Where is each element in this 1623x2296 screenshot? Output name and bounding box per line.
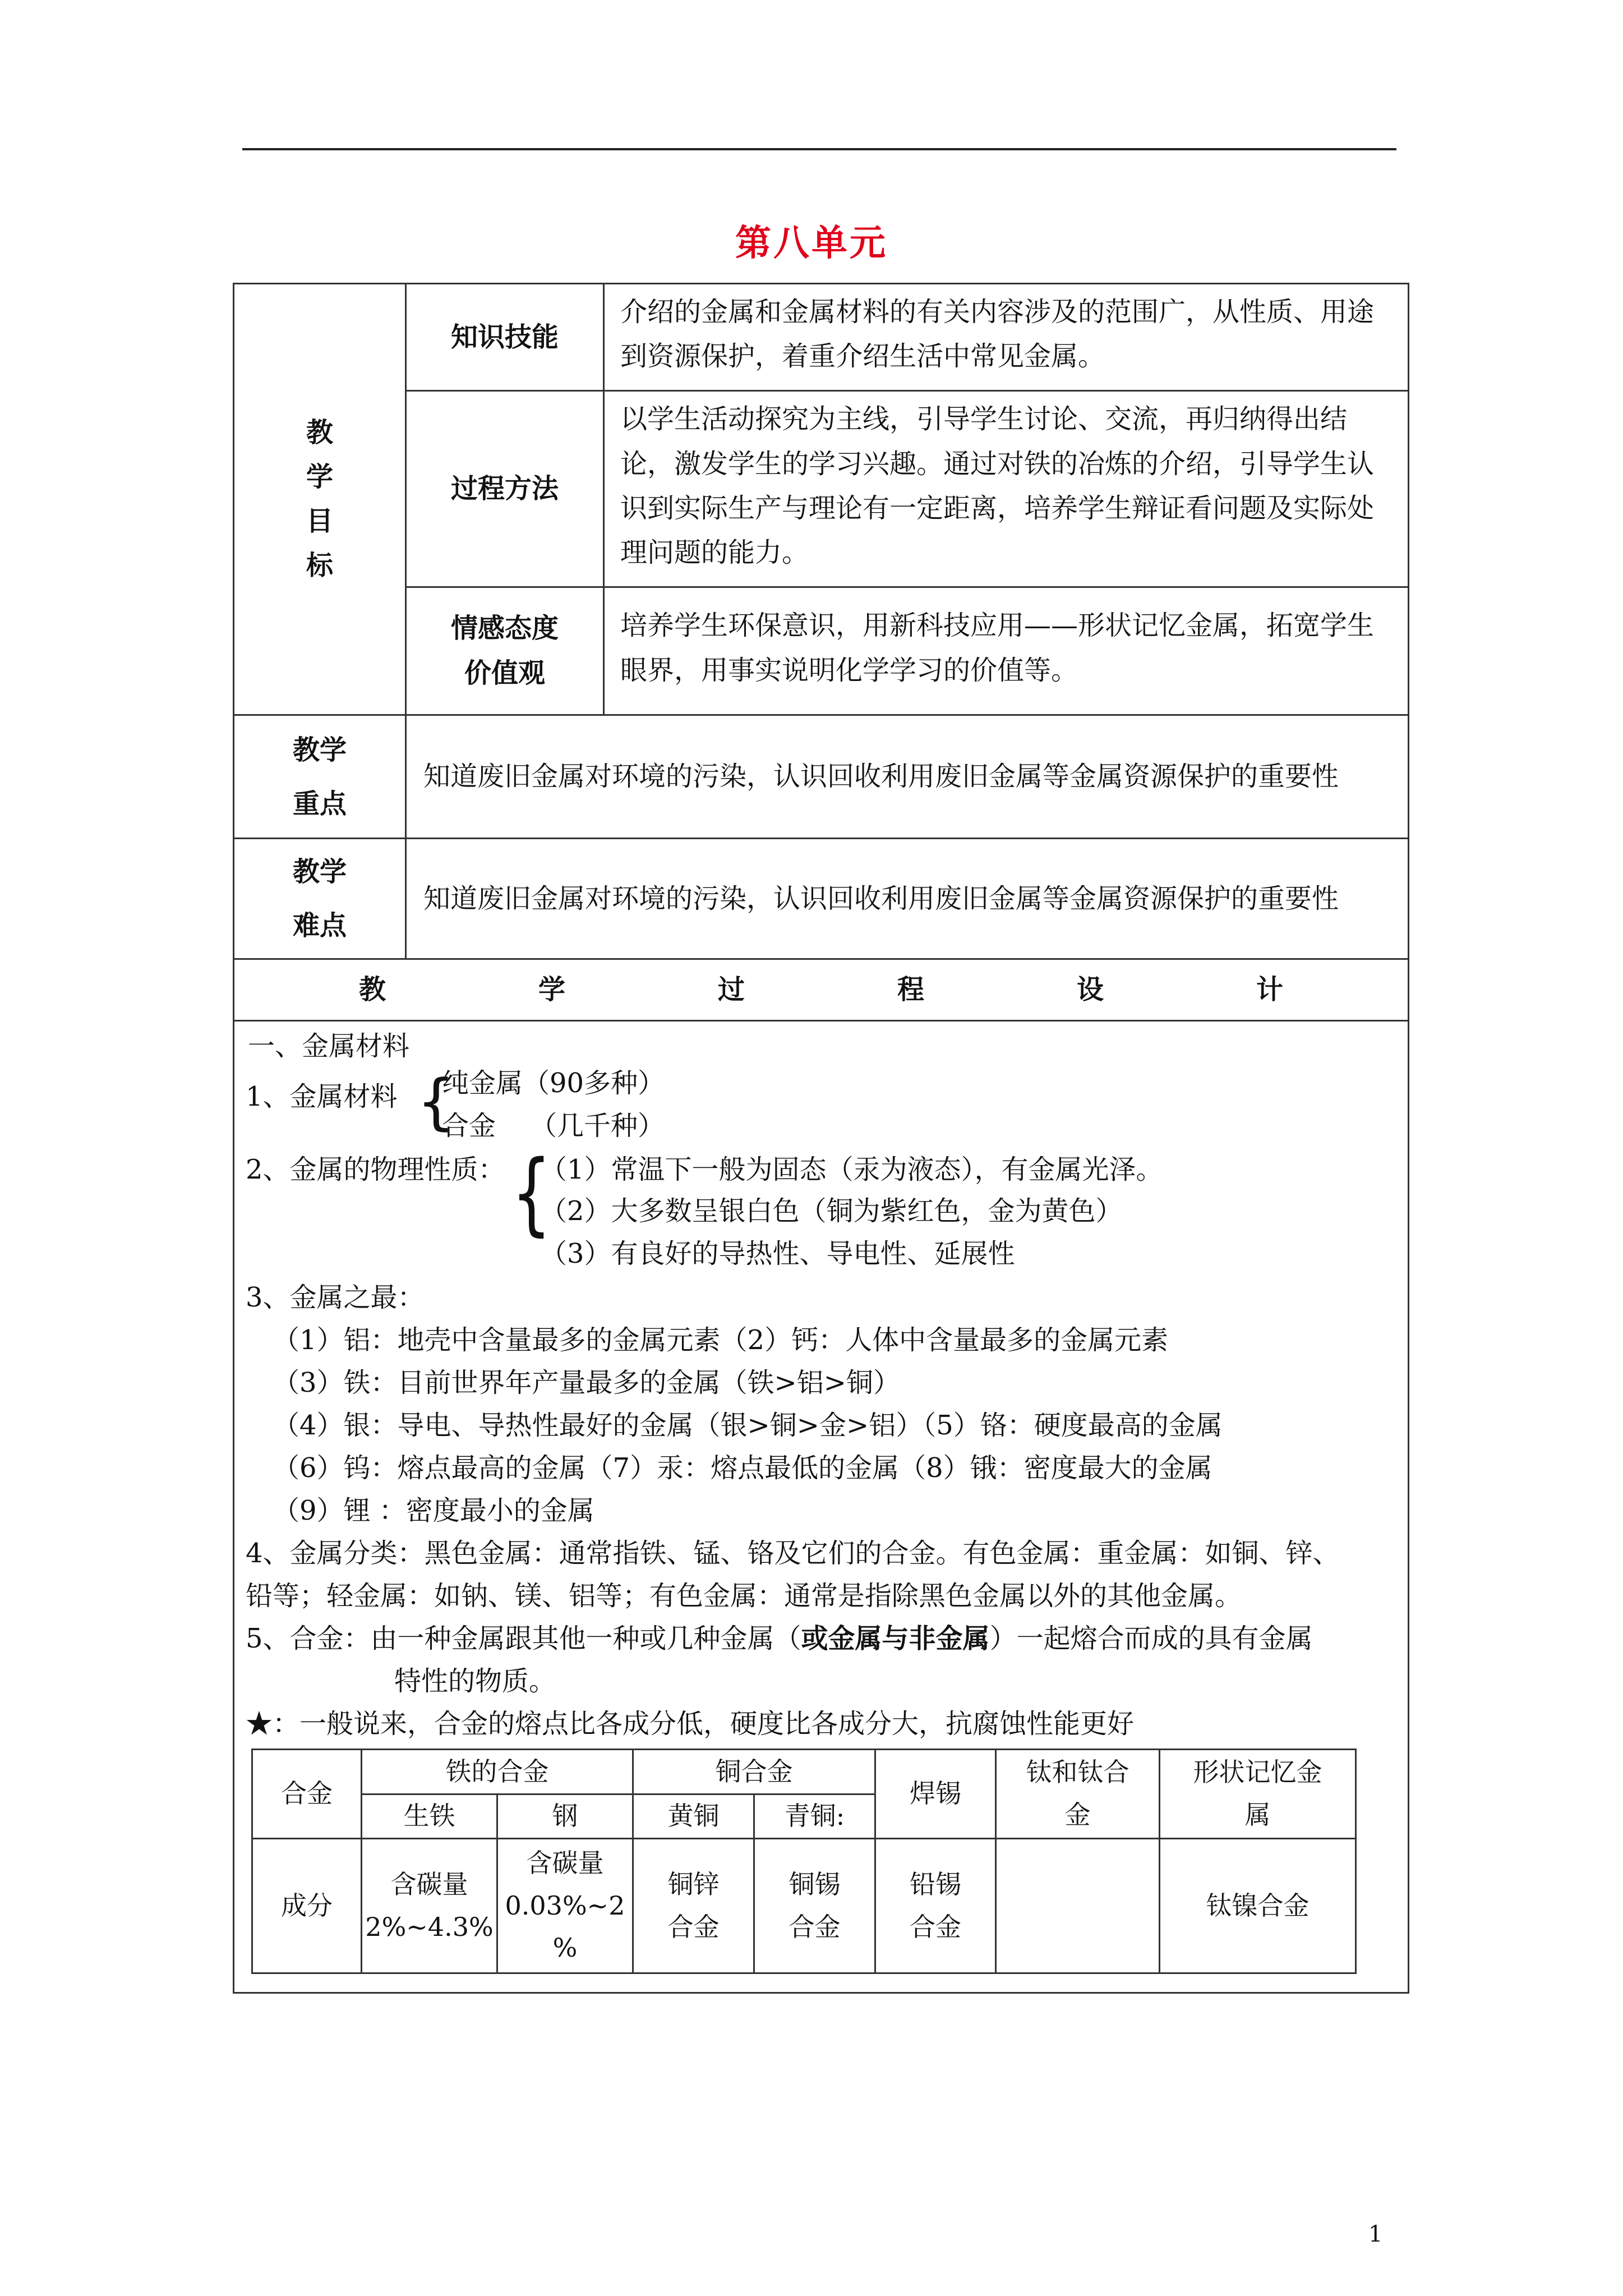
- left-brace-icon: {: [417, 1067, 455, 1138]
- composition-label: 成分: [252, 1839, 362, 1973]
- difficulty-row: [234, 839, 1409, 959]
- item2-property-3: （3）有良好的导热性、导电性、延展性: [540, 1238, 1015, 1270]
- copper-alloy-header: 铜合金: [633, 1750, 875, 1795]
- knowledge-skills-label: 知识技能: [406, 284, 604, 391]
- item2-property-2: （2）大多数呈银白色（铜为紫红色，金为黄色）: [540, 1195, 1123, 1227]
- design-header-row: [234, 959, 1409, 1021]
- solder-cell: 铅锡 合金: [875, 1839, 996, 1973]
- steel-cell: 含碳量 0.03%~2 %: [497, 1839, 633, 1973]
- alloy-header: 合金: [252, 1750, 362, 1839]
- iron-alloy-header: 铁的合金: [362, 1750, 633, 1795]
- item1-pure-metals: 纯金属（90多种）: [442, 1068, 665, 1099]
- header-rule: [242, 148, 1396, 150]
- item2-label: 2、金属的物理性质：: [246, 1154, 505, 1186]
- item3-line: （3）铁：目前世界年产量最多的金属（铁>铝>铜）: [273, 1367, 900, 1399]
- item3-line: （1）铝：地壳中含量最多的金属元素（2）钙：人体中含量最多的金属元素: [273, 1324, 1169, 1356]
- bronze-cell: 铜锡 合金: [754, 1839, 875, 1973]
- bronze-header: 青铜:: [754, 1795, 875, 1839]
- page-title: 第八单元: [735, 222, 888, 264]
- left-brace-icon: {: [511, 1140, 552, 1246]
- process-method-label: 过程方法: [406, 391, 604, 587]
- page-number: 1: [1368, 2221, 1383, 2247]
- key-point-row: [234, 715, 1409, 839]
- titanium-cell: [996, 1839, 1160, 1973]
- shape-memory-header: 形状记忆金 属: [1160, 1750, 1356, 1839]
- knowledge-skills-text: 介绍的金属和金属材料的有关内容涉及的范围广，从性质、用途到资源保护，着重介绍生活中常见金属。: [604, 284, 1409, 391]
- item2-property-1: （1）常温下一般为固态（汞为液态），有金属光泽。: [540, 1154, 1163, 1186]
- pig-iron-header: 生铁: [362, 1795, 497, 1839]
- process-method-text: 以学生活动探究为主线，引导学生讨论、交流，再归纳得出结论，激发学生的学习兴趣。通过对铁的冶炼的介绍，引导学生认识到实际生产与理论有一定距离，培养学生辩证看问题及实际处理问题的能力。: [604, 391, 1409, 587]
- pig-iron-cell: 含碳量 2%~4.3%: [362, 1839, 497, 1973]
- attitude-values-label: 情感态度 价值观: [406, 587, 604, 715]
- content-cell: [234, 1021, 1409, 1993]
- item3-label: 3、金属之最：: [246, 1282, 425, 1314]
- item5-line2: 特性的物质。: [394, 1665, 556, 1697]
- item1-label: 1、金属材料: [246, 1081, 398, 1113]
- shape-memory-cell: 钛镍合金: [1160, 1839, 1356, 1973]
- objectives-label: 教 学 目 标: [234, 284, 406, 715]
- key-point-label: 教学 重点: [234, 715, 406, 839]
- lesson-plan-table: [233, 283, 1409, 1994]
- brass-cell: 铜锌 合金: [633, 1839, 754, 1973]
- steel-header: 钢: [497, 1795, 633, 1839]
- item1-alloys: 合金 （几千种）: [442, 1110, 665, 1142]
- alloy-table: [251, 1749, 1357, 1974]
- solder-header: 焊锡: [875, 1750, 996, 1839]
- objective-row-knowledge: [234, 284, 1409, 391]
- difficulty-text: 知道废旧金属对环境的污染，认识回收利用废旧金属等金属资源保护的重要性: [406, 839, 1409, 959]
- teaching-process-design-header: 教 学 过 程 设 计: [234, 959, 1409, 1021]
- section-metal-materials: 一、金属材料: [248, 1030, 410, 1062]
- content-row: [234, 1021, 1409, 1993]
- key-point-text: 知道废旧金属对环境的污染，认识回收利用废旧金属等金属资源保护的重要性: [406, 715, 1409, 839]
- item5-line1: 5、合金：由一种金属跟其他一种或几种金属（或金属与非金属）一起熔合而成的具有金属: [246, 1623, 1313, 1655]
- brass-header: 黄铜: [633, 1795, 754, 1839]
- item3-line: （9）锂 ：密度最小的金属: [273, 1495, 594, 1527]
- objective-row-process: [234, 391, 1409, 587]
- titanium-header: 钛和钛合 金: [996, 1750, 1160, 1839]
- item3-line: （4）银：导电、导热性最好的金属（银>铜>金>铝）（5）铬：硬度最高的金属: [273, 1410, 1223, 1442]
- composition-row: [252, 1839, 1356, 1973]
- attitude-values-text: 培养学生环保意识，用新科技应用——形状记忆金属，拓宽学生眼界，用事实说明化学学习的价值等。: [604, 587, 1409, 715]
- item4-line1: 4、金属分类：黑色金属：通常指铁、锰、铬及它们的合金。有色金属：重金属：如铜、锌、: [246, 1538, 1340, 1570]
- difficulty-label: 教学 难点: [234, 839, 406, 959]
- item4-line2: 铅等；轻金属：如钠、镁、铝等；有色金属：通常是指除黑色金属以外的其他金属。: [246, 1580, 1242, 1612]
- star-note: ★：一般说来，合金的熔点比各成分低，硬度比各成分大，抗腐蚀性能更好: [246, 1708, 1135, 1740]
- item3-line: （6）钨：熔点最高的金属（7）汞：熔点最低的金属（8）锇：密度最大的金属: [273, 1452, 1212, 1484]
- alloy-header-row: [252, 1750, 1356, 1795]
- objective-row-attitude: [234, 587, 1409, 715]
